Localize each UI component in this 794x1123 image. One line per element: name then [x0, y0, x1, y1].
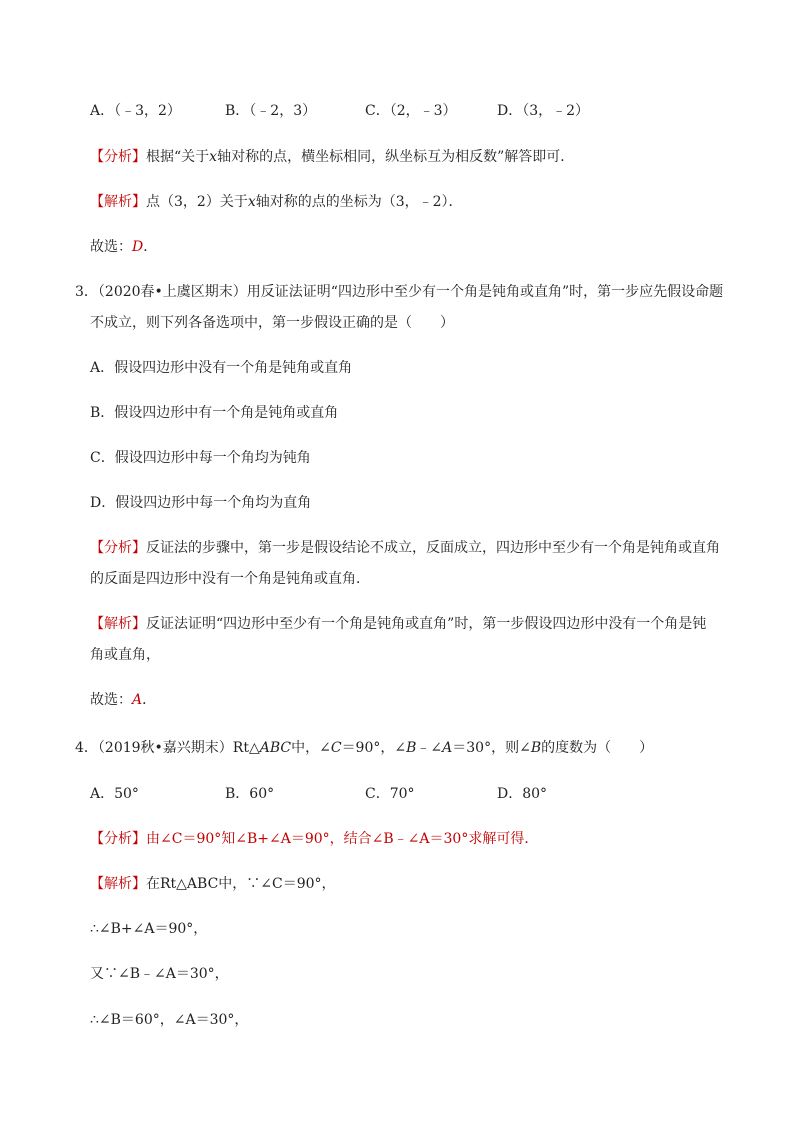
q3-answer: 故选：A．	[90, 692, 157, 708]
q3-analysis-line2: 的反面是四边形中没有一个角是钝角或直角．	[90, 571, 370, 587]
q3-solution: 【解析】反证法证明“四边形中至少有一个角是钝角或直角”时，第一步假设四边形中没有一个角是钝	[90, 616, 707, 632]
solution-tag: 【解析】	[90, 616, 146, 632]
q4-solution: 【解析】在Rt△ABC中，∵∠C＝90°，	[90, 876, 336, 892]
q4-option-b: B．60°	[225, 786, 275, 802]
q3-option-a: A．假设四边形中没有一个角是钝角或直角	[90, 360, 353, 376]
q3-option-c: C．假设四边形中每一个角均为钝角	[90, 450, 311, 466]
q2-analysis: 【分析】根据“关于x轴对称的点，横坐标相同，纵坐标互为相反数”解答即可．	[90, 149, 575, 165]
q2-option-c: C．（2，﹣3）	[365, 103, 457, 119]
q4-options	[90, 784, 730, 804]
q4-step3: ∴∠B＝60°，∠A＝30°，	[90, 1012, 249, 1028]
q2-solution: 【解析】点（3，2）关于x轴对称的点的坐标为（3，﹣2）．	[90, 194, 463, 210]
q2-option-b: B．（﹣2，3）	[225, 103, 317, 119]
solution-tag: 【解析】	[90, 876, 146, 892]
q2-option-d: D．（3，﹣2）	[497, 103, 590, 119]
solution-tag: 【解析】	[90, 194, 146, 210]
analysis-tag: 【分析】	[90, 540, 146, 556]
q3-solution-line2: 角或直角，	[90, 647, 160, 663]
answer-letter: D	[132, 239, 144, 255]
q4-stem: 4．（2019秋•嘉兴期末）Rt△ABC中，∠C＝90°，∠B﹣∠A＝30°，则∠B的度数为（ ）	[75, 740, 654, 756]
analysis-tag: 【分析】	[90, 831, 146, 847]
q4-option-d: D．80°	[497, 786, 548, 802]
answer-letter: A	[132, 692, 143, 708]
analysis-tag: 【分析】	[90, 149, 146, 165]
q2-answer: 故选：D．	[90, 239, 158, 255]
q3-analysis: 【分析】反证法的步骤中，第一步是假设结论不成立，反面成立，四边形中至少有一个角是钝角或直角	[90, 540, 720, 556]
q4-option-a: A．50°	[90, 786, 139, 802]
q2-options	[90, 101, 730, 121]
q3-option-d: D．假设四边形中每一个角均为直角	[90, 495, 312, 511]
q3-stem-line2: 不成立，则下列各备选项中，第一步假设正确的是（ ）	[90, 315, 454, 331]
q4-step2: 又∵∠B﹣∠A＝30°，	[90, 966, 229, 982]
q4-analysis: 【分析】由∠C＝90°知∠B+∠A＝90°，结合∠B﹣∠A＝30°求解可得．	[90, 831, 539, 847]
q4-step1: ∴∠B+∠A＝90°，	[90, 921, 208, 937]
q4-option-c: C．70°	[365, 786, 415, 802]
q3-stem-line1: 3．（2020春•上虞区期末）用反证法证明“四边形中至少有一个角是钝角或直角”时，第一步应先假设命题	[75, 284, 724, 300]
q3-option-b: B．假设四边形中有一个角是钝角或直角	[90, 405, 339, 421]
q2-option-a: A．（﹣3，2）	[90, 103, 181, 119]
